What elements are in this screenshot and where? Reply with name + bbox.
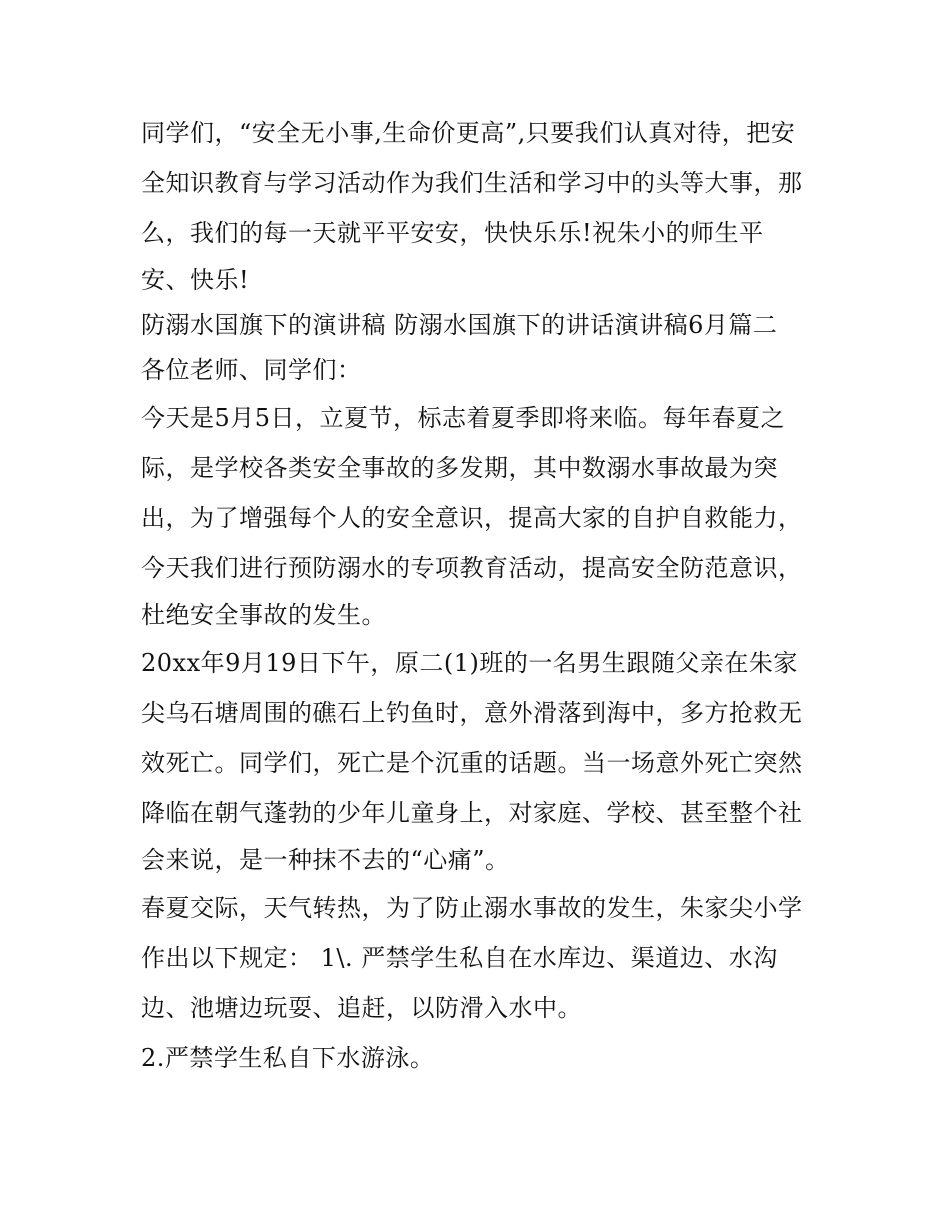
text-line: 际，是学校各类安全事故的多发期，其中数溺水事故最为突 (141, 454, 778, 482)
text-line: 作出以下规定： 1\. 严禁学生私自在水库边、渠道边、水沟 (141, 944, 778, 972)
text-line: 今天是5月5日，立夏节，标志着夏季即将来临。每年春夏之 (141, 404, 786, 432)
text-line: 安、快乐! (141, 266, 250, 294)
text-line: 效死亡。同学们，死亡是个沉重的话题。当一场意外死亡突然 (141, 749, 803, 777)
text-line: 同学们，“安全无小事,生命价更高”,只要我们认真对待，把安 (141, 119, 796, 147)
text-line: 降临在朝气蓬勃的少年儿童身上，对家庭、学校、甚至整个社 (141, 799, 803, 827)
document-body (141, 108, 821, 1083)
text-line: 2.严禁学生私自下水游泳。 (141, 1044, 435, 1072)
text-line: 出，为了增强每个人的安全意识，提高大家的自护自救能力， (141, 504, 803, 532)
text-line: 边、池塘边玩耍、追赶，以防滑入水中。 (141, 994, 582, 1022)
text-line: 会来说，是一种抹不去的“心痛”。 (141, 846, 510, 874)
text-line: 春夏交际，天气转热，为了防止溺水事故的发生，朱家尖小学 (141, 894, 803, 922)
text-line: 20xx年9月19日下午，原二(1)班的一名男生跟随父亲在朱家 (141, 649, 798, 677)
text-line: 全知识教育与学习活动作为我们生活和学习中的头等大事，那 (141, 169, 803, 197)
salutation: 各位老师、同学们： (141, 356, 362, 384)
text-line: 今天我们进行预防溺水的专项教育活动，提高安全防范意识， (141, 554, 803, 582)
section-heading: 防溺水国旗下的演讲稿 防溺水国旗下的讲话演讲稿6月篇二 (141, 311, 778, 339)
text-line: 尖乌石塘周围的礁石上钓鱼时，意外滑落到海中，多方抢救无 (141, 699, 803, 727)
text-line: 杜绝安全事故的发生。 (141, 601, 386, 629)
text-line: 么，我们的每一天就平平安安，快快乐乐!祝朱小的师生平 (141, 219, 764, 247)
